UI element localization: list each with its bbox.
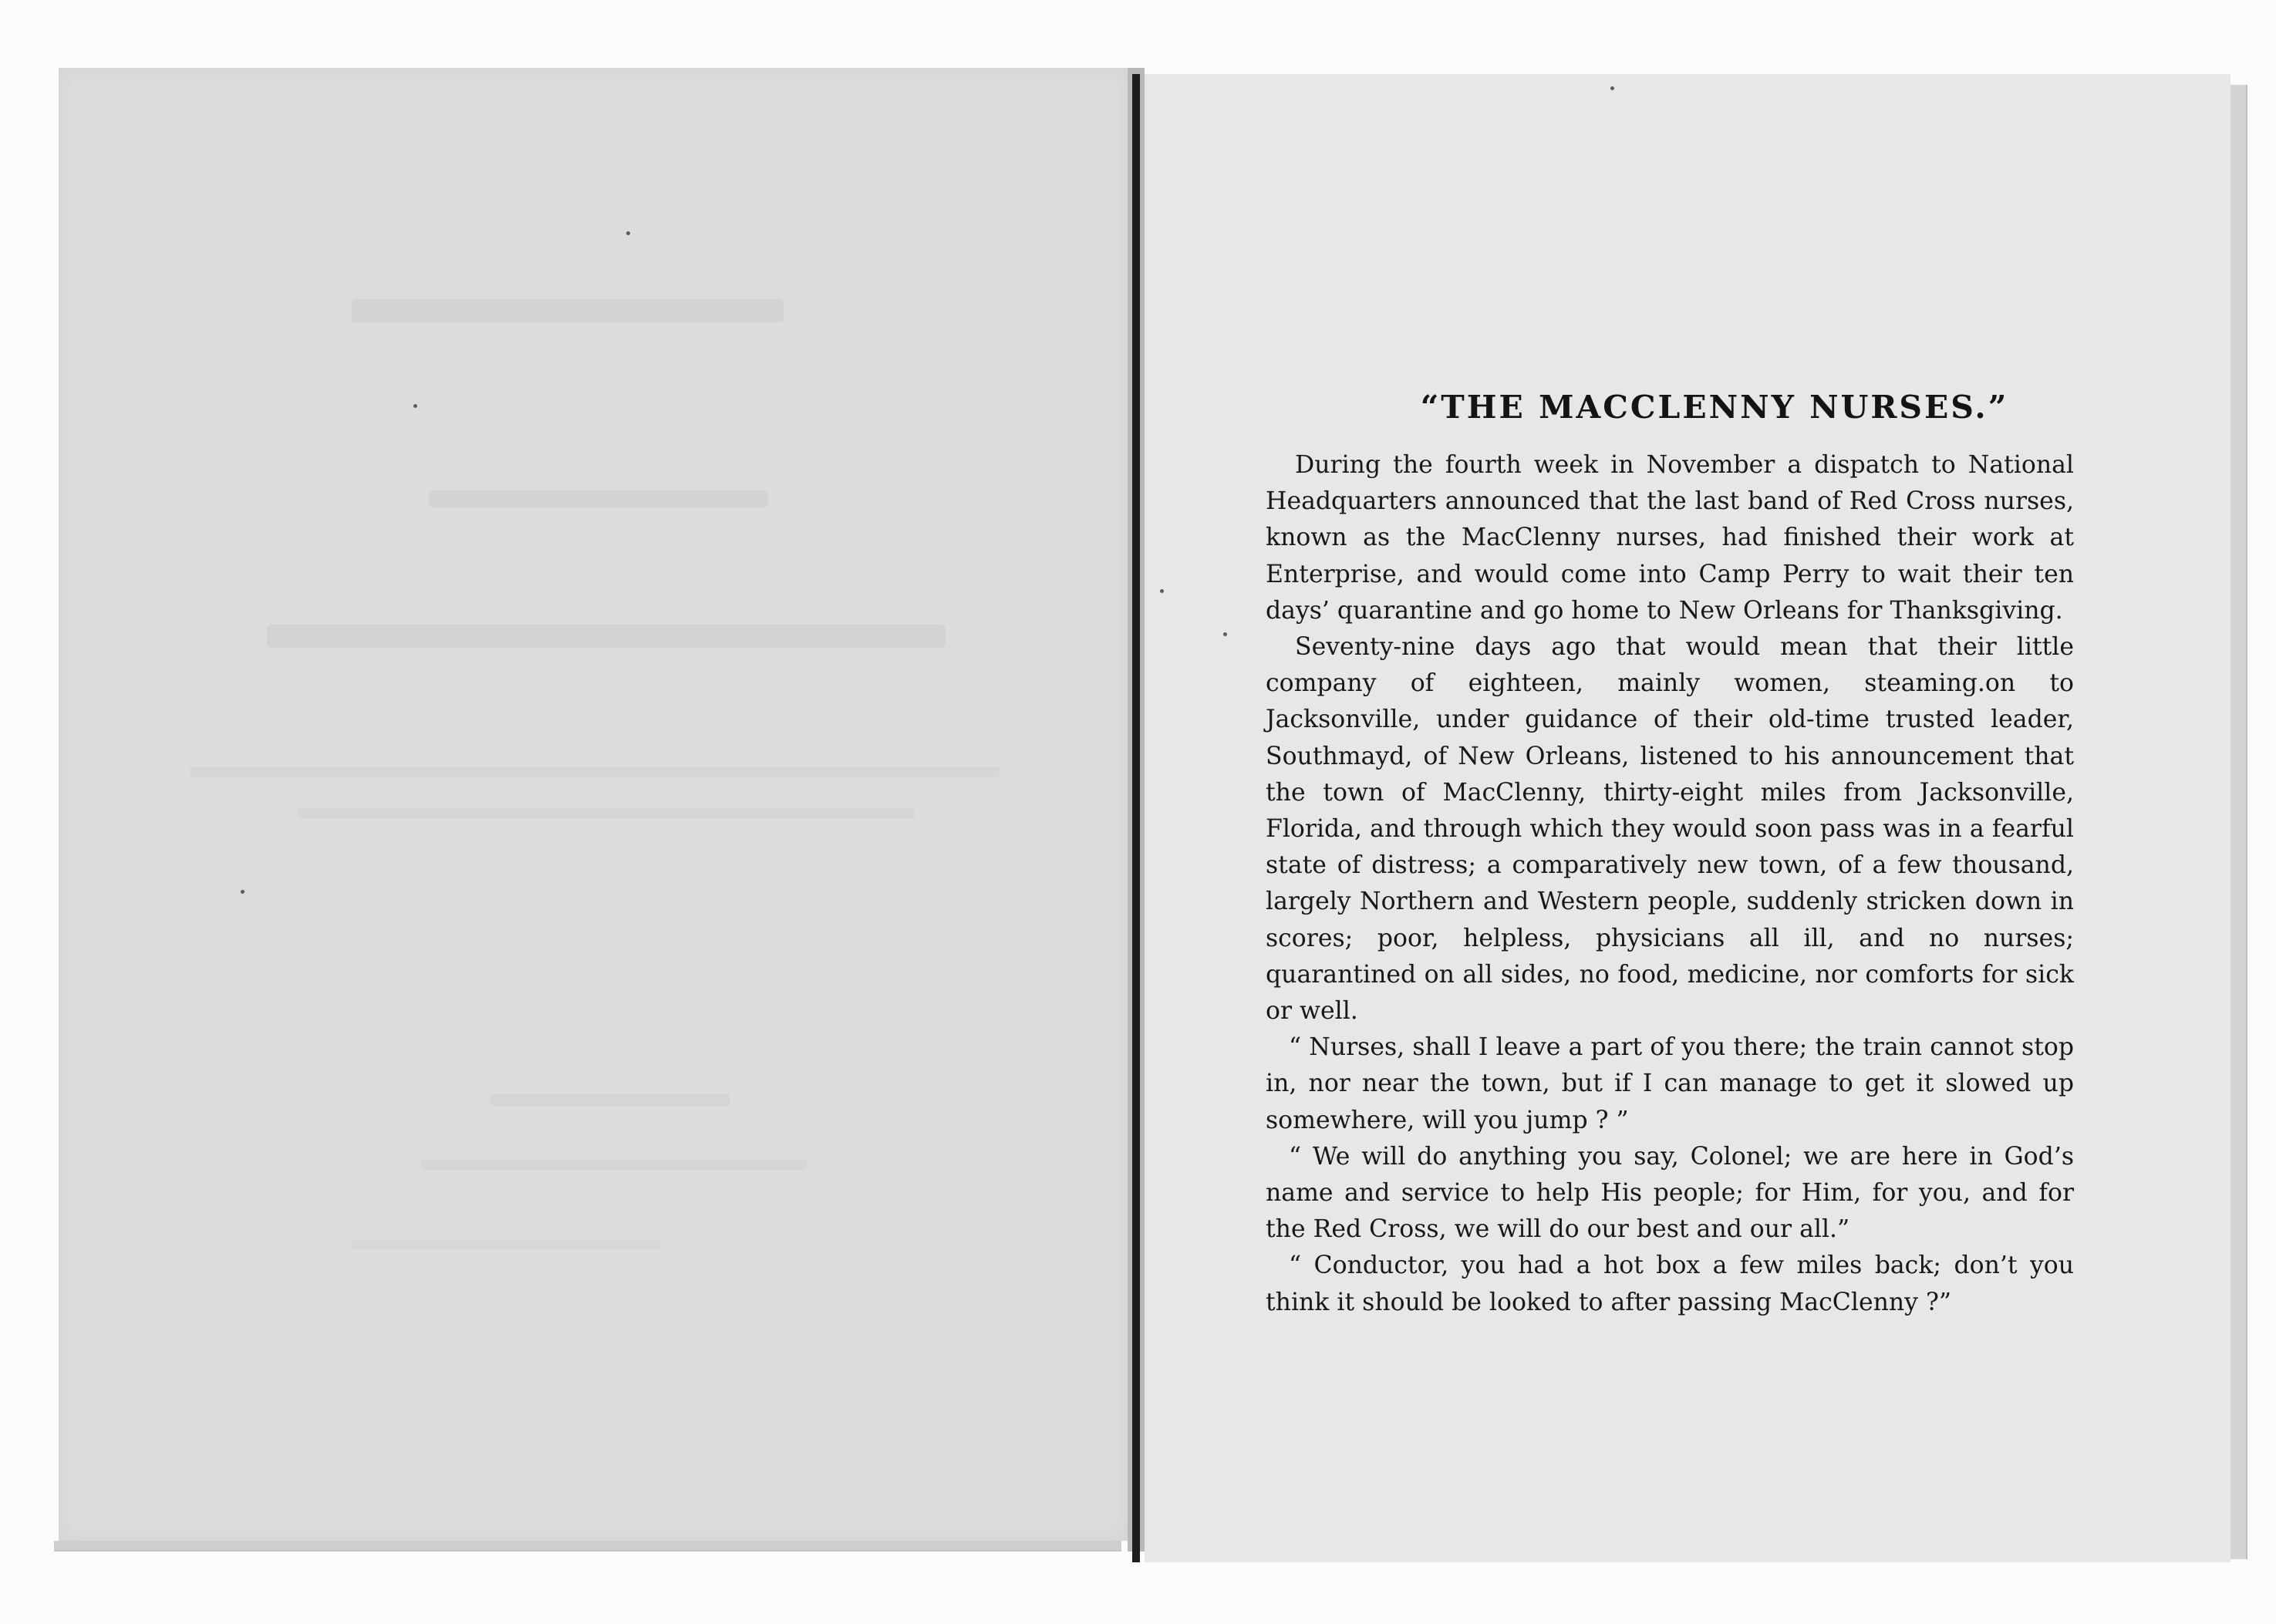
ink-speck — [1223, 632, 1227, 636]
paragraph-nurses-question: “ Nurses, shall I leave a part of you there; the train cannot stop in, nor near the town, but if I can manage to get it slowed up somewhere, will you jump ? ” — [1266, 1033, 2074, 1134]
article-body — [1266, 447, 2074, 1321]
show-through-line — [298, 808, 915, 819]
show-through-line — [352, 1240, 660, 1249]
ink-speck — [413, 404, 417, 408]
right-page — [1145, 74, 2230, 1562]
page-title: “THE MACCLENNY NURSES.” — [1420, 389, 2009, 426]
ink-speck — [626, 231, 630, 235]
ink-speck — [1160, 589, 1164, 593]
book-spine-edge — [1132, 74, 1140, 1562]
paragraph-seventy-nine-days: Seventy-nine days ago that would mean that their little company of eighteen, mainly women, steaming.on to Jacksonville, under guidance of their old-time trusted leader, Southmayd, of New Orleans, listened to his announcement that the town of MacClenny, thirty-eight miles from Jacksonville, Florida, and through which they would soon pass was in a fearful state of distress; a comparatively new town, of a few thousand, largely Northern and Western people, suddenly stricken down in scores; poor, helpless, physicians all ill, and no nurses; quarantined on all sides, no food, medicine, nor comforts for sick or well. — [1266, 633, 2074, 1026]
ink-speck — [1610, 86, 1614, 90]
show-through-line — [352, 299, 784, 322]
show-through-line — [190, 767, 1000, 777]
paragraph-conductor: “ Conductor, you had a hot box a few miles back; don’t you think it should be looked to after passing MacClenny ?” — [1266, 1252, 2074, 1316]
show-through-line — [491, 1093, 730, 1106]
show-through-line — [429, 490, 768, 507]
paragraph-nurses-reply: “ We will do anything you say, Colonel; we are here in God’s name and service to help His people; for Him, for you, and for the Red Cross, we will do our best and our all.” — [1266, 1142, 2074, 1244]
left-page-blank — [59, 68, 1128, 1541]
show-through-line — [421, 1160, 807, 1171]
show-through-line — [267, 625, 946, 648]
ink-speck — [241, 890, 244, 894]
paragraph-dispatch: During the fourth week in November a dispatch to National Headquarters announced that the last band of Red Cross nurses, known as the MacClenny nurses, had finished their work at Enterprise, and would come into Camp Perry to wait their ten days’ quarantine and go home to New Orleans for Thanksgiving. — [1266, 451, 2074, 625]
